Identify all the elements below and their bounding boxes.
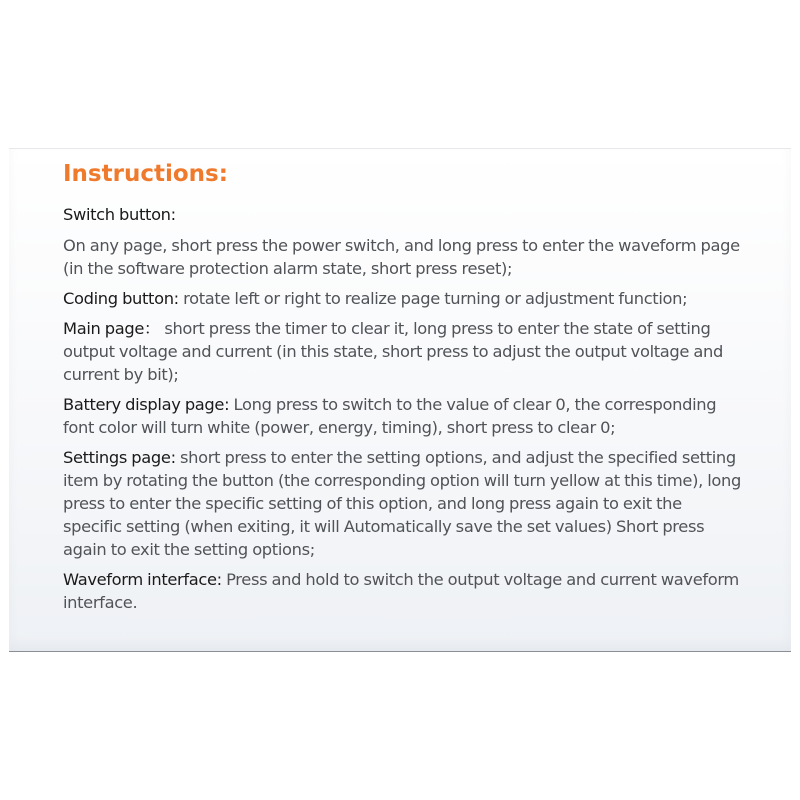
instruction-label: Main page： — [63, 319, 160, 338]
instruction-text: Long press to switch to the value of clear 0, the corresponding font color will turn white (power, energy, timing), short press to clear 0; — [63, 395, 717, 437]
instruction-waveform-interface — [63, 568, 743, 614]
instruction-battery-display-page — [63, 393, 743, 439]
instructions-title: Instructions: — [63, 161, 228, 187]
instruction-settings-page — [63, 446, 743, 561]
instruction-label: Coding button: — [63, 289, 179, 308]
instruction-text: short press the timer to clear it, long press to enter the state of setting output voltage and current (in this state, short press to adjust the output voltage and current by bit); — [63, 319, 723, 384]
instructions-content — [63, 160, 743, 621]
instruction-label: Battery display page: — [63, 395, 230, 414]
instruction-label: Waveform interface: — [63, 570, 222, 589]
instruction-main-page — [63, 317, 743, 386]
instruction-text: On any page, short press the power switch, and long press to enter the waveform page (in the software protection alarm state, short press reset); — [63, 236, 740, 278]
instruction-text: Press and hold to switch the output voltage and current waveform interface. — [63, 570, 739, 612]
instruction-label: Settings page: — [63, 448, 176, 467]
instruction-label: Switch button: — [63, 205, 176, 224]
instruction-switch-button — [63, 203, 743, 226]
instruction-switch-description — [63, 234, 743, 280]
instruction-text: short press to enter the setting options, and adjust the specified setting item by rotating the button (the corresponding option will turn yellow at this time), long press to enter the specific setting of this option, and long press again to exit the specific setting (when exiting, it will Automatically save the set values) Short press again to exit the setting options; — [63, 448, 741, 559]
instruction-coding-button — [63, 287, 743, 310]
instruction-text: rotate left or right to realize page turning or adjustment function; — [178, 289, 688, 308]
